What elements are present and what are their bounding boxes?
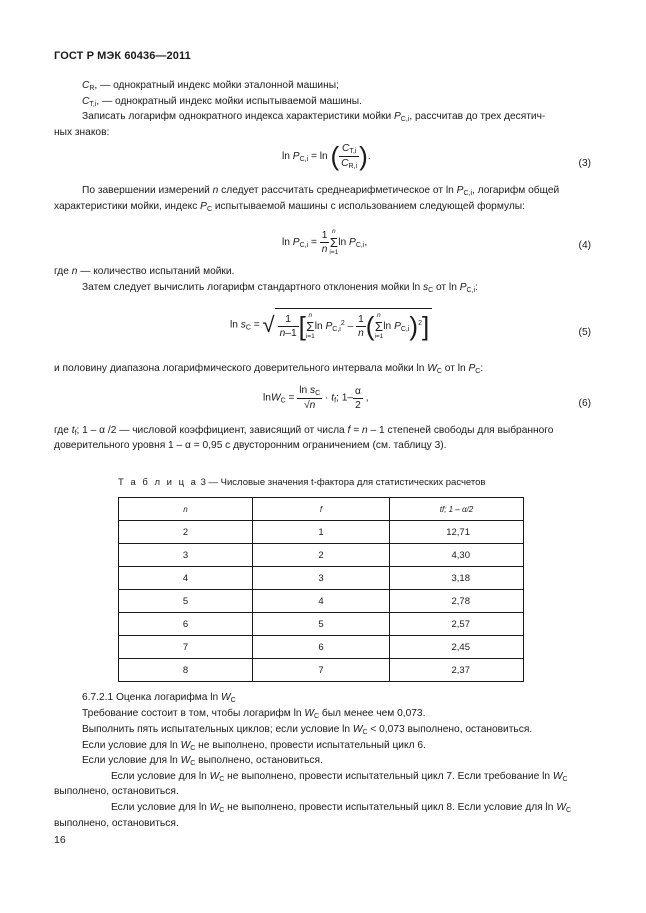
std-deviation-line: Затем следует вычислить логарифм стандартного отклонения мойки $\ln s_C$ от $\ln P_{C,i}$: (82, 282, 478, 294)
table-caption: Т а б л и ц а 3 — Числовые значения t-фактора для статистических расчетов (118, 477, 486, 488)
equation-5: $\ln s_C$ = √ $\frac{1}{n-1}$ [ n Σ i=1 $\ln P_{C,i}^2$ – $\frac{1}{n}$ ( n Σ i=1 $\ln P_{C,i})^2$] (230, 308, 432, 342)
cell-n: 4 (119, 567, 253, 590)
equation-number-4: (4) (578, 240, 591, 251)
cell-f: 5 (253, 613, 390, 636)
cell-t: 12,71 (390, 521, 524, 544)
cycle-6-done-line: Если условие для $\ln W_C$ выполнено, остановиться. (82, 755, 323, 767)
cell-t: 2,78 (390, 590, 524, 613)
column-header-t: tf; 1 – α/2 (390, 498, 524, 521)
ct-definition: $C_{T,i}$, — однократный индекс мойки испытываемой машины. (82, 96, 362, 108)
page-number: 16 (54, 834, 66, 846)
where-t-line: где $t_f$; 1 – α /2 — числовой коэффициент, зависящий от числа f = n – 1 степеней свободы для выбранного (54, 425, 554, 437)
equation-4: $\ln P_{C,i}$ = $\frac{1}{n}$ n Σ i=1 $\ln P_{C,i}$, (282, 228, 368, 256)
cell-t: 2,45 (390, 636, 524, 659)
cell-n: 6 (119, 613, 253, 636)
cell-t: 2,57 (390, 613, 524, 636)
document-header: ГОСТ Р МЭК 60436—2011 (54, 50, 191, 62)
cell-f: 3 (253, 567, 390, 590)
table-row (119, 659, 524, 682)
cell-n: 7 (119, 636, 253, 659)
cell-t: 3,18 (390, 567, 524, 590)
equation-number-5: (5) (578, 327, 591, 338)
cell-f: 4 (253, 590, 390, 613)
table-row (119, 567, 524, 590)
after-measurement-line-2: характеристики мойки, индекс $P_C$ испытываемой машины с использованием следующей формулы: (54, 201, 525, 213)
equation-6: lnW$_C$ = $\frac{\ln s_C}{√n}$ · $t_f$; 1– $\frac{\alpha}{2}$ , (263, 385, 369, 411)
log-intro-line: Записать логарифм однократного индекса характеристики мойки $P_{C,i}$, рассчитав до трех десятич- (82, 111, 546, 123)
table-header-row (119, 498, 524, 521)
section-heading-6-7-2-1: 6.7.2.1 Оценка логарифма $\ln W_C$ (82, 692, 236, 704)
cycle-7-done-line: выполнено, остановиться. (54, 786, 179, 797)
cycle-7-line: Если условие для $\ln W_C$ не выполнено, провести испытательный цикл 7. Если требование $\ln W_C$ (111, 771, 568, 783)
table-row (119, 613, 524, 636)
cell-f: 1 (253, 521, 390, 544)
log-intro-line-2: ных знаков: (54, 127, 110, 138)
table-row (119, 544, 524, 567)
cycle-8-line: Если условие для $\ln W_C$ не выполнено, провести испытательный цикл 8. Если условие для $\ln W_C$ (111, 802, 571, 814)
column-header-n: n (119, 498, 253, 521)
cell-n: 5 (119, 590, 253, 613)
column-header-f: f (253, 498, 390, 521)
cycle-8-done-line: выполнено, остановиться. (54, 818, 179, 829)
cell-t: 2,37 (390, 659, 524, 682)
half-interval-line: и половину диапазона логарифмического доверительного интервала мойки $\ln W_C$ от $\ln P_C$: (54, 363, 484, 375)
table-row (119, 521, 524, 544)
cr-definition: $C_R$, — однократный индекс мойки эталонной машины; (82, 80, 339, 92)
equation-3: $\ln P_{C,i} = \ln$ ( $\frac{C_{T,i}}{C_{R,i}}$ ). (282, 141, 371, 171)
table-row (119, 636, 524, 659)
cycle-6-line: Если условие для $\ln W_C$ не выполнено, провести испытательный цикл 6. (82, 740, 426, 752)
t-factor-table (118, 497, 524, 682)
cell-n: 2 (119, 521, 253, 544)
where-t-line-2: доверительного уровня 1 – α = 0,95 с двусторонним ограничением (см. таблицу 3). (54, 440, 447, 451)
cell-f: 7 (253, 659, 390, 682)
table-row (119, 590, 524, 613)
where-n-line: где n — количество испытаний мойки. (54, 266, 235, 277)
five-cycles-line: Выполнить пять испытательных циклов; если условие $\ln W_C < 0,073$ выполнено, остановиться. (82, 724, 533, 736)
cell-f: 6 (253, 636, 390, 659)
cell-n: 3 (119, 544, 253, 567)
equation-number-6: (6) (578, 398, 591, 409)
cell-t: 4,30 (390, 544, 524, 567)
cell-n: 8 (119, 659, 253, 682)
after-measurement-line: По завершении измерений n следует рассчитать среднеарифметическое от $\ln P_{C,i}$, логарифм общей (82, 185, 560, 197)
cell-f: 2 (253, 544, 390, 567)
equation-number-3: (3) (578, 158, 591, 169)
requirement-line: Требование состоит в том, чтобы логарифм $\ln W_C$ был менее чем 0,073. (82, 708, 426, 720)
